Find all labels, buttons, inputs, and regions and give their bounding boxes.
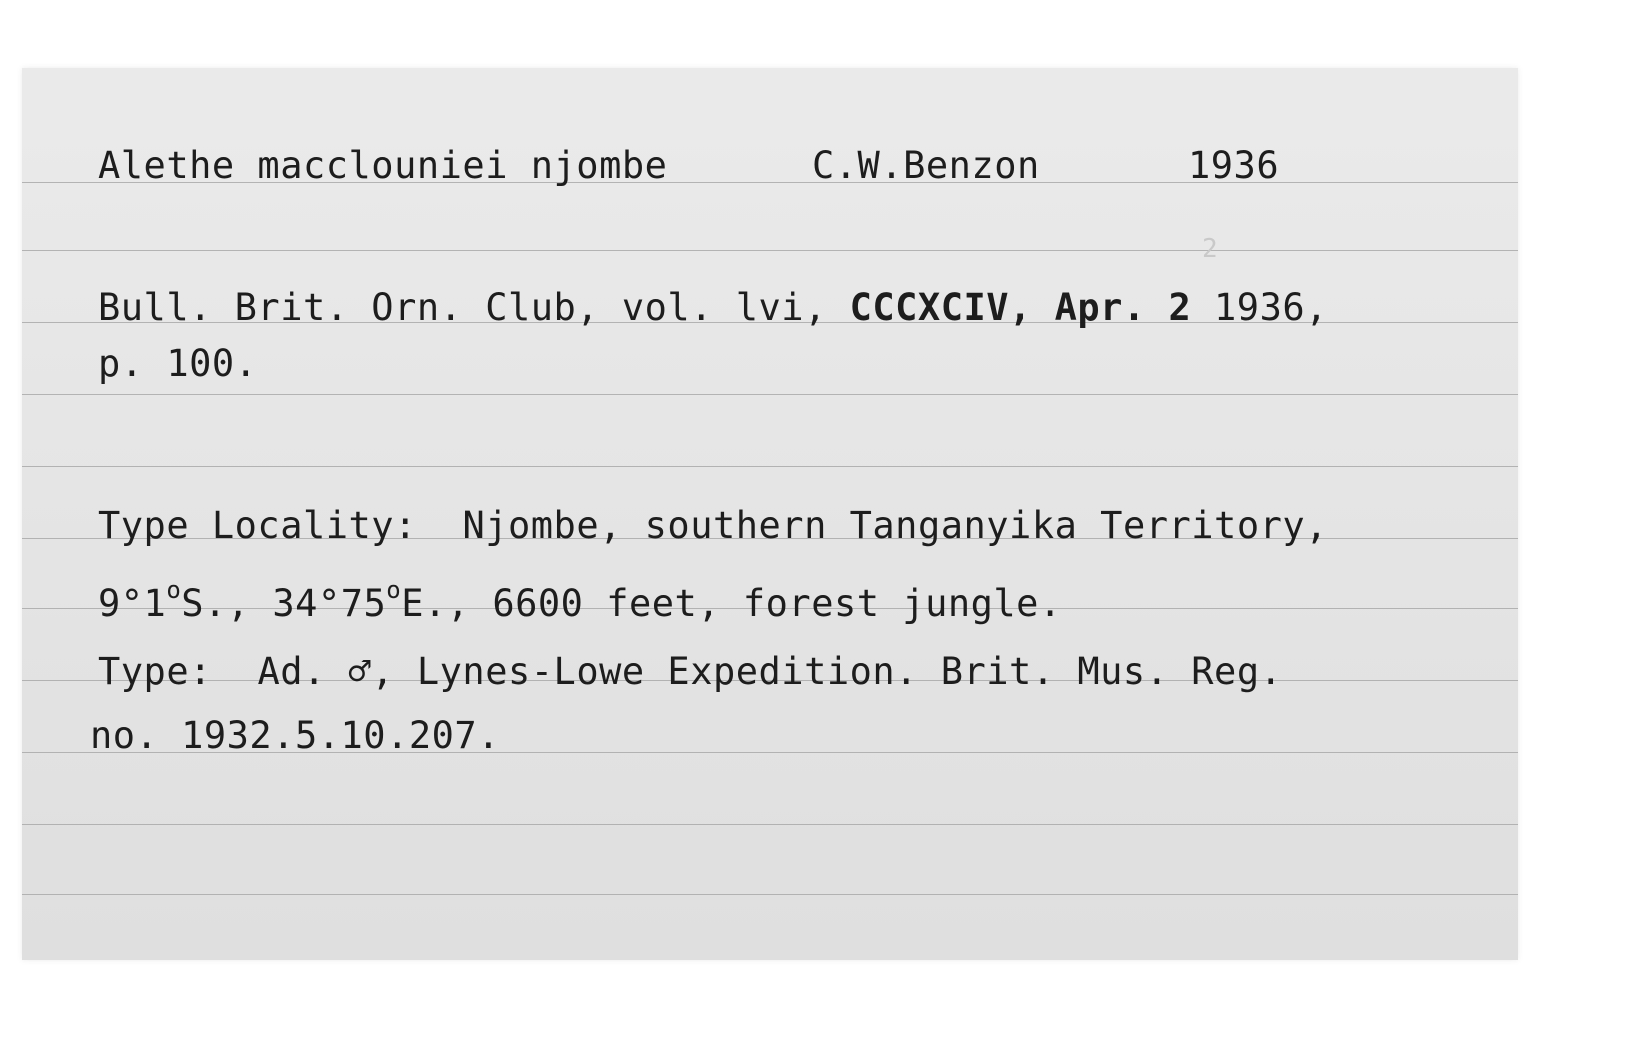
card-rule	[22, 466, 1518, 467]
card-rule	[22, 894, 1518, 895]
card-rule	[22, 394, 1518, 395]
taxon-name: Alethe macclouniei njombe	[98, 144, 668, 187]
latitude-degree: o	[166, 576, 182, 604]
type-locality-label: Type Locality:	[98, 504, 417, 547]
citation-line-1	[98, 286, 1328, 329]
publication-year: 1936	[1188, 144, 1280, 187]
author-name: C.W.Benzon	[812, 144, 1040, 187]
type-label: Type:	[98, 650, 212, 693]
longitude: 34°75	[272, 582, 387, 625]
latitude: 9°1	[98, 582, 167, 625]
citation-text: Bull. Brit. Orn. Club, vol. lvi,	[98, 286, 850, 329]
type-value: Ad. ♂, Lynes-Lowe Expedition. Brit. Mus. Reg.	[257, 650, 1283, 693]
citation-end: 1936,	[1191, 286, 1328, 329]
latitude-end: S.,	[181, 582, 273, 625]
citation-line-2: p. 100.	[98, 342, 258, 385]
card-rule	[22, 824, 1518, 825]
citation-stamp: CCCXCIV, Apr. 2	[849, 286, 1192, 329]
longitude-end: E., 6600 feet, forest jungle.	[401, 582, 1062, 625]
pencil-mark: 2	[1202, 234, 1218, 264]
card-rule	[22, 250, 1518, 251]
type-locality-line-2	[98, 576, 1062, 625]
longitude-degree: o	[386, 576, 402, 604]
type-locality-line-1	[98, 504, 1328, 547]
index-card	[22, 68, 1518, 960]
type-line-1	[98, 650, 1282, 693]
type-line-2: no. 1932.5.10.207.	[90, 714, 500, 757]
type-locality-value: Njombe, southern Tanganyika Territory,	[462, 504, 1328, 547]
